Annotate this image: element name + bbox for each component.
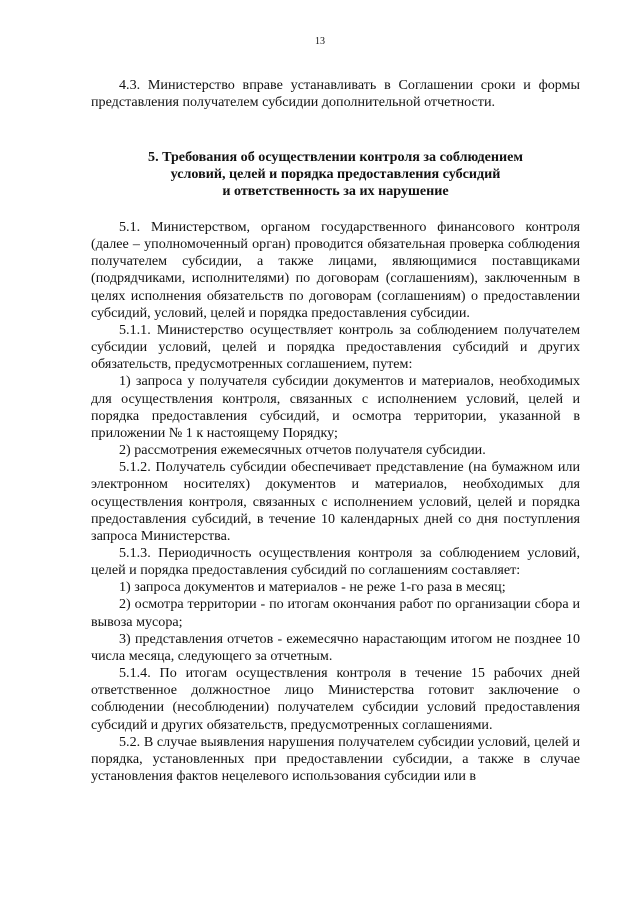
list-item-5-1-3-2: 2) осмотра территории - по итогам окончания работ по организации сбора и вывоза мусора;	[91, 596, 580, 630]
heading-line-1: 5. Требования об осуществлении контроля за соблюдением	[148, 149, 523, 165]
page-number: 13	[315, 36, 325, 47]
list-item-5-1-1-2: 2) рассмотрения ежемесячных отчетов получателя субсидии.	[119, 442, 486, 459]
heading-line-2: условий, целей и порядка предоставления субсидий	[170, 166, 501, 183]
paragraph-5-1: 5.1. Министерством, органом государственного финансового контроля (далее – уполномоченный орган) проводится обязательная проверка соблюдения получателем субсидии, а также лицами, являющимися поставщиками (подрядчиками, исполнителями) по договорам (соглашениям), заключенным в целях исполнения обязательств по договорам (соглашениям) о предоставлении субсидий, условий, целей и порядка предоставления субсидии.	[91, 219, 580, 321]
paragraph-4-3: 4.3. Министерство вправе устанавливать в Соглашении сроки и формы представления получателем субсидии дополнительной отчетности.	[91, 77, 580, 111]
paragraph-5-2: 5.2. В случае выявления нарушения получателем субсидии условий, целей и порядка, установленных при предоставлении субсидии, а также в случае установления фактов нецелевого использования субсидии или в	[91, 733, 580, 784]
paragraph-5-1-1: 5.1.1. Министерство осуществляет контроль за соблюдением получателем субсидии условий, целей и порядка предоставления субсидий и других обязательств, предусмотренных соглашением, путем:	[91, 321, 580, 373]
section-heading	[91, 149, 580, 201]
paragraph-4-3-block	[91, 77, 580, 111]
list-item-5-1-3-1: 1) запроса документов и материалов - не реже 1-го раза в месяц;	[119, 579, 506, 596]
paragraph-5-1-2: 5.1.2. Получатель субсидии обеспечивает представление (на бумажном или электронном носителях) документов и материалов, необходимых для осуществления контроля, связанных с исполнением условий, целей и порядка предоставления субсидий, в течение 10 календарных дней со дня поступления запроса Министерства.	[91, 459, 580, 544]
paragraph-5-1-4: 5.1.4. По итогам осуществления контроля в течение 15 рабочих дней ответственное должностное лицо Министерства готовит заключение о соблюдении (несоблюдении) получателем субсидии условий предоставления субсидий и других обязательств, предусмотренных соглашениями.	[91, 665, 580, 733]
section-body	[91, 219, 580, 785]
list-item-5-1-3-3: 3) представления отчетов - ежемесячно нарастающим итогом не позднее 10 числа месяца, следующего за отчетным.	[91, 630, 580, 664]
list-item-5-1-1-1: 1) запроса у получателя субсидии документов и материалов, необходимых для осуществления контроля, связанных с исполнением условий, целей и порядка предоставления субсидий, и осмотра территории, указанной в приложении № 1 к настоящему Порядку;	[91, 373, 580, 441]
paragraph-5-1-3: 5.1.3. Периодичность осуществления контроля за соблюдением условий, целей и порядка предоставления субсидий по соглашениям составляет:	[91, 544, 580, 579]
heading-line-3: и ответственность за их нарушение	[222, 183, 449, 200]
